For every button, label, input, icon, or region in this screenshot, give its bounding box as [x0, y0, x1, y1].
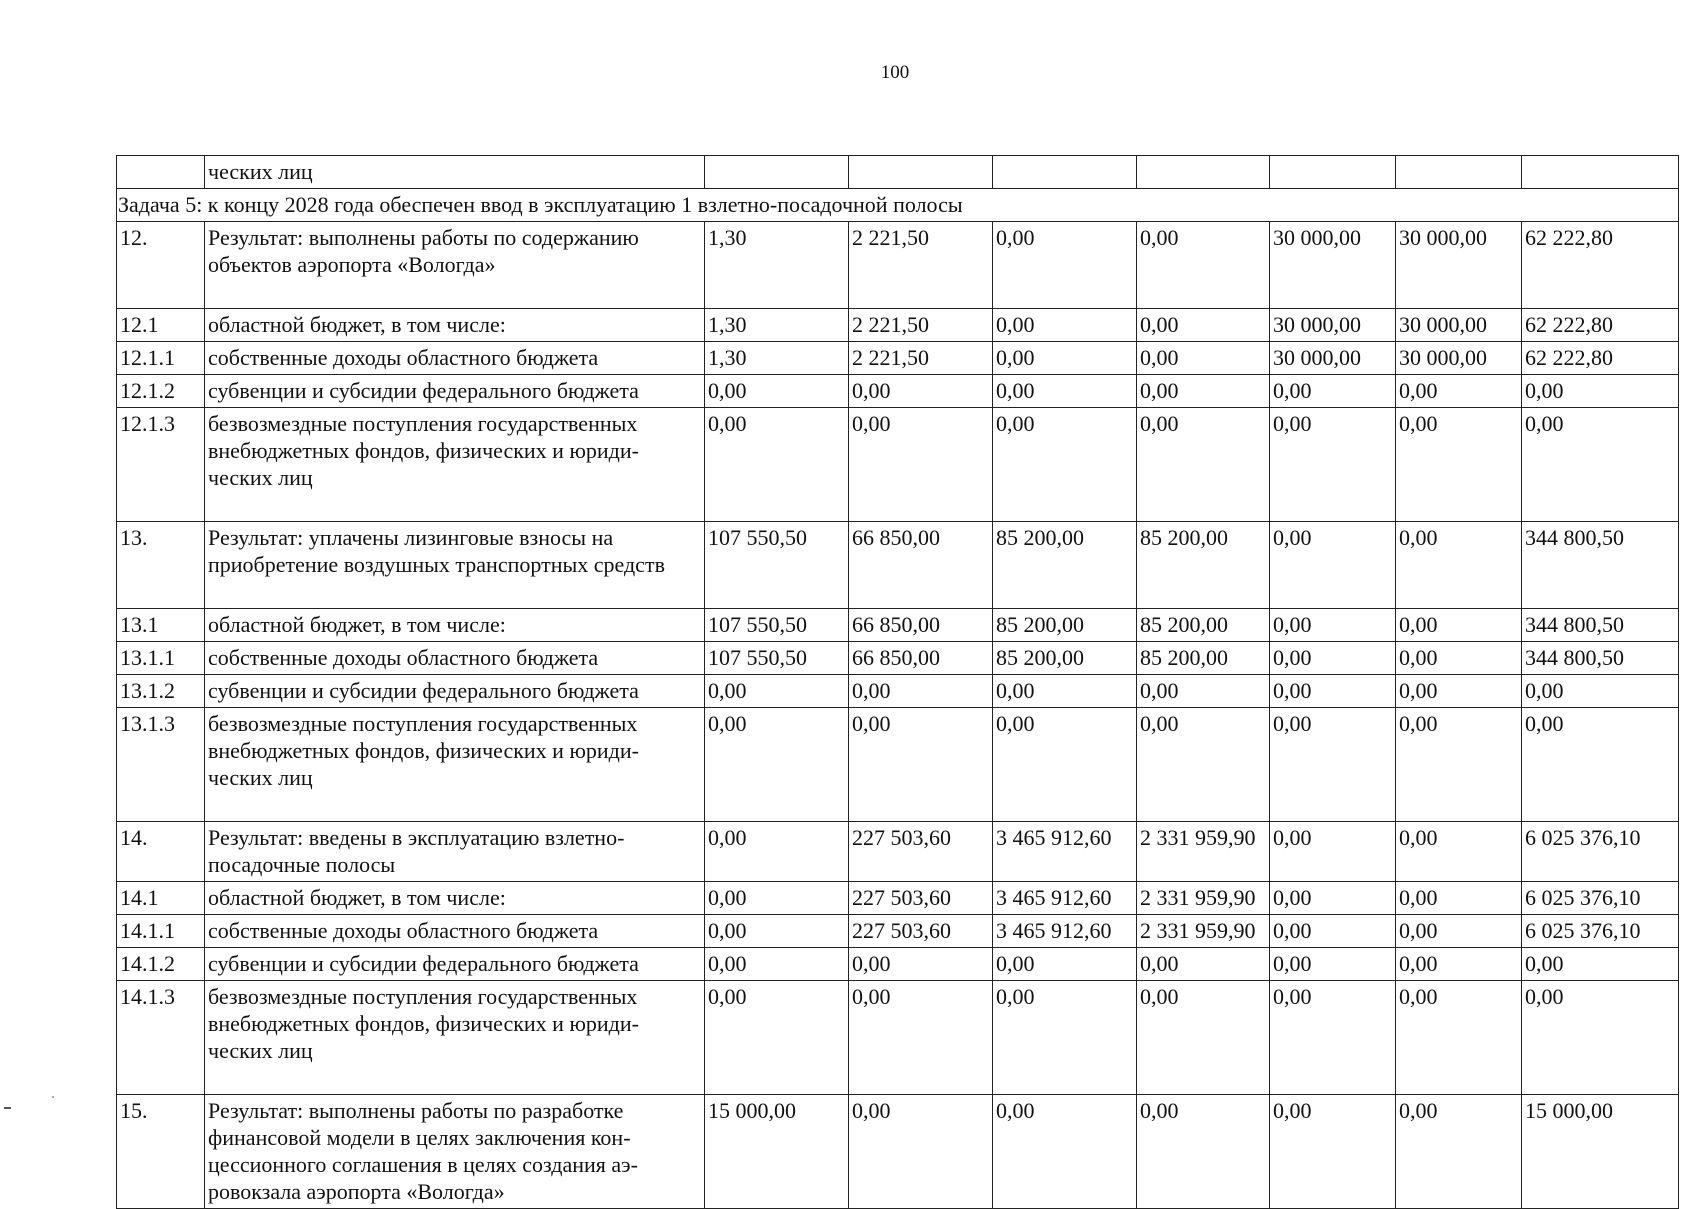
row-value: 0,00 — [705, 981, 849, 1095]
row-value: 0,00 — [1396, 408, 1522, 522]
row-value: 0,00 — [1270, 882, 1396, 915]
row-value: 30 000,00 — [1396, 309, 1522, 342]
row-code: 14.1.3 — [117, 981, 205, 1095]
row-value: 0,00 — [1396, 1095, 1522, 1209]
row-value: 0,00 — [1396, 609, 1522, 642]
row-label: областной бюджет, в том числе: — [205, 609, 705, 642]
row-value: 1,30 — [705, 222, 849, 309]
table-row — [117, 642, 1679, 675]
row-value: 227 503,60 — [849, 882, 993, 915]
scan-mark — [4, 1107, 11, 1109]
table-row-fragment — [117, 156, 1679, 189]
row-label: собственные доходы областного бюджета — [205, 915, 705, 948]
row-label: безвозмездные поступления государственных внебюджетных фондов, физических и юриди-ческих лиц — [205, 408, 705, 522]
row-value: 0,00 — [849, 408, 993, 522]
row-code: 14. — [117, 822, 205, 882]
row-value: 0,00 — [1270, 822, 1396, 882]
row-label: безвозмездные поступления государственных внебюджетных фондов, физических и юриди-ческих лиц — [205, 708, 705, 822]
row-value: 0,00 — [849, 708, 993, 822]
table-row — [117, 342, 1679, 375]
row-value: 0,00 — [1137, 222, 1270, 309]
table-row — [117, 522, 1679, 609]
row-value: 2 331 959,90 — [1137, 915, 1270, 948]
row-value: 0,00 — [705, 915, 849, 948]
row-label: Результат: уплачены лизинговые взносы на приобретение воздушных транспортных средств — [205, 522, 705, 609]
row-value: 66 850,00 — [849, 522, 993, 609]
row-value: 0,00 — [1270, 675, 1396, 708]
row-value: 344 800,50 — [1522, 609, 1679, 642]
row-value: 0,00 — [705, 822, 849, 882]
row-value — [849, 156, 993, 189]
row-code: 13.1.3 — [117, 708, 205, 822]
row-value: 0,00 — [1396, 981, 1522, 1095]
row-value: 0,00 — [1270, 915, 1396, 948]
row-value: 30 000,00 — [1396, 342, 1522, 375]
row-value: 2 331 959,90 — [1137, 882, 1270, 915]
row-value: 0,00 — [705, 948, 849, 981]
table-row — [117, 609, 1679, 642]
row-value: 30 000,00 — [1270, 342, 1396, 375]
row-label: Результат: выполнены работы по содержанию объектов аэропорта «Вологда» — [205, 222, 705, 309]
row-value: 0,00 — [1270, 948, 1396, 981]
row-value: 66 850,00 — [849, 642, 993, 675]
row-code: 14.1 — [117, 882, 205, 915]
row-value: 0,00 — [993, 375, 1137, 408]
row-code: 13.1 — [117, 609, 205, 642]
row-value: 30 000,00 — [1396, 222, 1522, 309]
row-value: 0,00 — [993, 309, 1137, 342]
row-value: 107 550,50 — [705, 642, 849, 675]
row-code: 12.1 — [117, 309, 205, 342]
row-value: 0,00 — [1270, 609, 1396, 642]
row-value: 0,00 — [1270, 708, 1396, 822]
table-body — [117, 156, 1679, 1209]
row-label: собственные доходы областного бюджета — [205, 342, 705, 375]
page-number: 100 — [880, 62, 910, 83]
table-row — [117, 408, 1679, 522]
row-value: 0,00 — [705, 408, 849, 522]
row-value: 85 200,00 — [993, 642, 1137, 675]
row-value: 85 200,00 — [993, 522, 1137, 609]
table-row — [117, 309, 1679, 342]
row-value: 6 025 376,10 — [1522, 882, 1679, 915]
row-code: 12.1.1 — [117, 342, 205, 375]
row-label: субвенции и субсидии федерального бюджета — [205, 948, 705, 981]
row-value — [1396, 156, 1522, 189]
row-value: 62 222,80 — [1522, 309, 1679, 342]
row-value: 0,00 — [1270, 642, 1396, 675]
row-code: 14.1.1 — [117, 915, 205, 948]
row-value: 0,00 — [1396, 375, 1522, 408]
row-value: 0,00 — [1137, 708, 1270, 822]
row-value: 0,00 — [1396, 948, 1522, 981]
row-code: 12. — [117, 222, 205, 309]
row-value: 3 465 912,60 — [993, 822, 1137, 882]
row-value: 0,00 — [849, 981, 993, 1095]
row-value: 0,00 — [993, 708, 1137, 822]
budget-table — [116, 155, 1679, 1209]
row-value: 0,00 — [993, 342, 1137, 375]
row-code: 15. — [117, 1095, 205, 1209]
row-value: 0,00 — [993, 675, 1137, 708]
row-value: 0,00 — [1137, 948, 1270, 981]
row-value: 6 025 376,10 — [1522, 915, 1679, 948]
row-value: 2 221,50 — [849, 309, 993, 342]
row-value: 0,00 — [1522, 981, 1679, 1095]
row-value: 0,00 — [705, 882, 849, 915]
row-code: 12.1.2 — [117, 375, 205, 408]
row-value: 0,00 — [705, 708, 849, 822]
row-label: безвозмездные поступления государственных внебюджетных фондов, физических и юриди-ческих лиц — [205, 981, 705, 1095]
row-value: 15 000,00 — [705, 1095, 849, 1209]
table-row — [117, 675, 1679, 708]
row-label: Результат: введены в эксплуатацию взлетно-посадочные полосы — [205, 822, 705, 882]
row-label: собственные доходы областного бюджета — [205, 642, 705, 675]
table-row — [117, 375, 1679, 408]
row-value: 0,00 — [1522, 408, 1679, 522]
row-value: 107 550,50 — [705, 522, 849, 609]
row-value: 0,00 — [705, 675, 849, 708]
row-value: 0,00 — [1137, 309, 1270, 342]
row-value — [1270, 156, 1396, 189]
row-value: 2 221,50 — [849, 222, 993, 309]
row-label: областной бюджет, в том числе: — [205, 882, 705, 915]
row-code: 13.1.1 — [117, 642, 205, 675]
table-row — [117, 915, 1679, 948]
table-row — [117, 708, 1679, 822]
row-value: 0,00 — [1396, 915, 1522, 948]
row-value: 0,00 — [1396, 522, 1522, 609]
row-value: 85 200,00 — [1137, 642, 1270, 675]
row-value: 0,00 — [993, 222, 1137, 309]
row-value: 0,00 — [993, 1095, 1137, 1209]
row-value — [1137, 156, 1270, 189]
row-value: 0,00 — [993, 948, 1137, 981]
row-value: 0,00 — [1522, 948, 1679, 981]
row-value: 0,00 — [1137, 1095, 1270, 1209]
row-code: 13. — [117, 522, 205, 609]
row-code: 12.1.3 — [117, 408, 205, 522]
table-row — [117, 822, 1679, 882]
row-value: 85 200,00 — [993, 609, 1137, 642]
row-value: 6 025 376,10 — [1522, 822, 1679, 882]
row-value: 0,00 — [1522, 375, 1679, 408]
row-value: 0,00 — [1137, 675, 1270, 708]
table-row — [117, 948, 1679, 981]
row-value: 1,30 — [705, 342, 849, 375]
row-label: субвенции и субсидии федерального бюджета — [205, 675, 705, 708]
row-value: 0,00 — [1396, 882, 1522, 915]
row-value: 0,00 — [1270, 408, 1396, 522]
section-row — [117, 189, 1679, 222]
row-value: 227 503,60 — [849, 822, 993, 882]
row-value: 0,00 — [1270, 522, 1396, 609]
row-value: 107 550,50 — [705, 609, 849, 642]
row-value: 0,00 — [1522, 675, 1679, 708]
table-row — [117, 222, 1679, 309]
row-value: 0,00 — [1396, 708, 1522, 822]
row-value — [1522, 156, 1679, 189]
row-value: 0,00 — [849, 675, 993, 708]
row-code — [117, 156, 205, 189]
row-value: 0,00 — [1396, 822, 1522, 882]
row-value: 62 222,80 — [1522, 222, 1679, 309]
row-label: областной бюджет, в том числе: — [205, 309, 705, 342]
row-value: 3 465 912,60 — [993, 882, 1137, 915]
row-value: 0,00 — [1137, 342, 1270, 375]
row-value: 227 503,60 — [849, 915, 993, 948]
row-value: 0,00 — [849, 1095, 993, 1209]
table-row — [117, 1095, 1679, 1209]
row-value: 0,00 — [1137, 408, 1270, 522]
row-value: 0,00 — [993, 408, 1137, 522]
table-row — [117, 882, 1679, 915]
row-value: 66 850,00 — [849, 609, 993, 642]
row-value: 0,00 — [993, 981, 1137, 1095]
section-title: Задача 5: к концу 2028 года обеспечен ввод в эксплуатацию 1 взлетно-посадочной полосы — [117, 189, 1679, 222]
row-value: 0,00 — [1270, 1095, 1396, 1209]
row-value: 30 000,00 — [1270, 309, 1396, 342]
row-code: 13.1.2 — [117, 675, 205, 708]
row-label: Результат: выполнены работы по разработке финансовой модели в целях заключения кон-цессионного соглашения в целях создания аэ-ровокзала аэропорта «Вологда» — [205, 1095, 705, 1209]
row-label: субвенции и субсидии федерального бюджета — [205, 375, 705, 408]
row-value: 85 200,00 — [1137, 609, 1270, 642]
row-value: 0,00 — [1522, 708, 1679, 822]
row-value: 0,00 — [1270, 375, 1396, 408]
row-value: 344 800,50 — [1522, 522, 1679, 609]
row-value: 0,00 — [705, 375, 849, 408]
row-value: 0,00 — [1137, 375, 1270, 408]
row-value: 3 465 912,60 — [993, 915, 1137, 948]
row-value: 344 800,50 — [1522, 642, 1679, 675]
row-value — [705, 156, 849, 189]
row-value: 0,00 — [1396, 675, 1522, 708]
row-value: 1,30 — [705, 309, 849, 342]
row-value: 0,00 — [849, 375, 993, 408]
row-code: 14.1.2 — [117, 948, 205, 981]
row-value: 15 000,00 — [1522, 1095, 1679, 1209]
row-value: 30 000,00 — [1270, 222, 1396, 309]
row-value: 0,00 — [849, 948, 993, 981]
row-value — [993, 156, 1137, 189]
table-row — [117, 981, 1679, 1095]
row-value: 2 221,50 — [849, 342, 993, 375]
row-value: 0,00 — [1137, 981, 1270, 1095]
row-value: 0,00 — [1396, 642, 1522, 675]
row-value: 85 200,00 — [1137, 522, 1270, 609]
row-label: ческих лиц — [205, 156, 705, 189]
row-value: 2 331 959,90 — [1137, 822, 1270, 882]
scan-dot — [52, 1096, 54, 1098]
row-value: 0,00 — [1270, 981, 1396, 1095]
row-value: 62 222,80 — [1522, 342, 1679, 375]
